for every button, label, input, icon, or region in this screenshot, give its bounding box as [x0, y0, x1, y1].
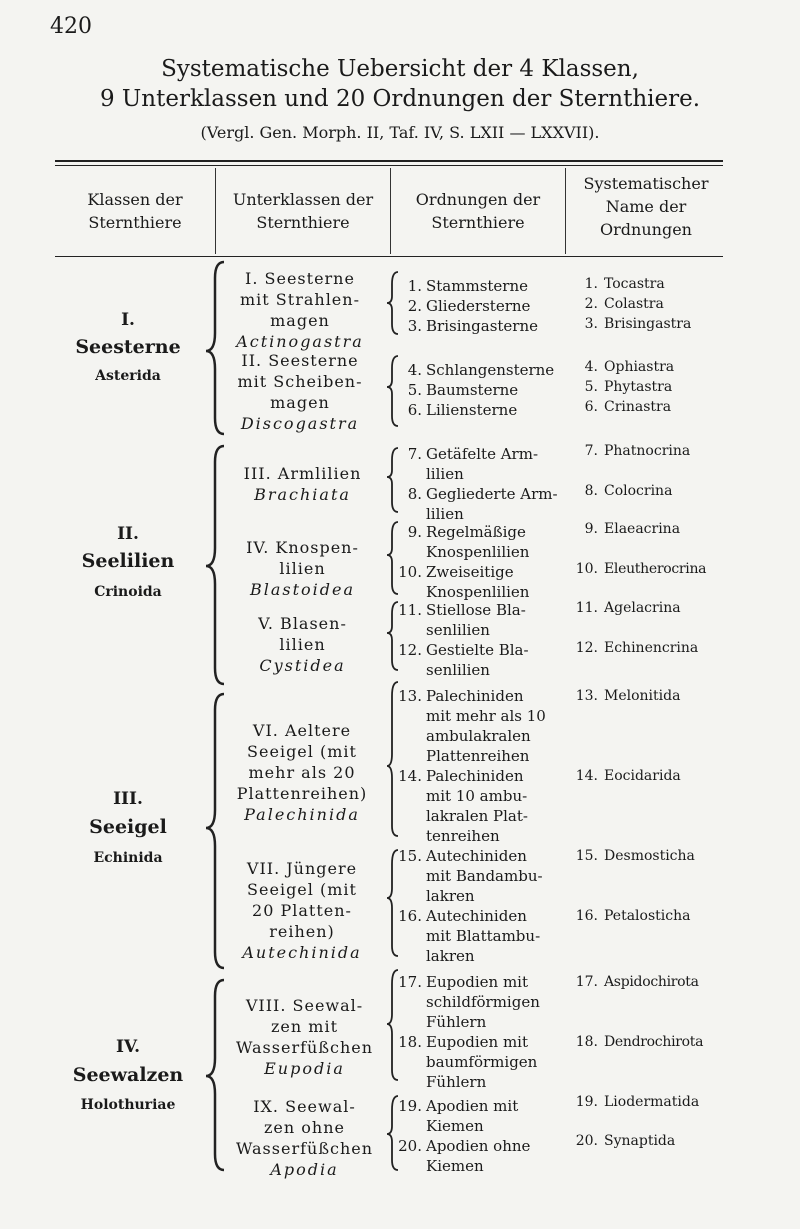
order-name: Palechiniden — [426, 687, 524, 705]
order-number: 8. — [407, 485, 422, 503]
order-group-3 — [396, 444, 558, 524]
systematic-number: 14. — [575, 768, 598, 784]
subclass-latin: Eupodia — [264, 1059, 345, 1078]
header-orders-line2: Sternthiere — [431, 213, 525, 232]
order-item — [396, 562, 529, 582]
order-name-cont: lilien — [426, 465, 464, 483]
order-item — [396, 766, 546, 786]
systematic-item — [570, 766, 681, 786]
order-item — [396, 1136, 530, 1156]
order-name: Palechiniden — [426, 767, 524, 785]
class-number: II. — [117, 524, 139, 544]
systematic-number: 7. — [584, 443, 598, 459]
class-latin: Echinida — [93, 850, 163, 866]
order-name-cont: senlilien — [426, 621, 490, 639]
order-number: 10. — [398, 563, 422, 581]
subclass-latin: Brachiata — [254, 485, 351, 504]
systematic-item — [570, 1131, 675, 1151]
header-subclasses — [216, 188, 390, 234]
order-item — [396, 640, 529, 660]
subclass-line: II. Seesterne — [241, 351, 359, 370]
systematic-name: Ophiastra — [604, 359, 675, 375]
systematic-item — [570, 1032, 703, 1052]
order-name-cont: lakren — [426, 947, 475, 965]
class-name: Seesterne — [75, 336, 181, 358]
order-name: Liliensterne — [426, 401, 518, 419]
order-item — [396, 846, 543, 866]
systematic-item — [570, 686, 680, 706]
order-item — [396, 276, 538, 296]
subclass-5 — [225, 613, 380, 676]
subclass-line: Plattenreihen) — [236, 784, 368, 803]
order-number: 12. — [398, 641, 422, 659]
order-number: 9. — [407, 523, 422, 541]
systematic-number: 12. — [575, 640, 598, 656]
systematic-group-2 — [570, 357, 674, 417]
order-name-cont: Kiemen — [426, 1157, 484, 1175]
subclass-2 — [225, 350, 375, 434]
order-name: Autechiniden — [426, 847, 527, 865]
systematic-number: 9. — [584, 521, 598, 537]
systematic-item — [570, 274, 691, 294]
header-classes-line1: Klassen der — [87, 190, 183, 209]
order-group-1 — [396, 276, 538, 336]
subclass-line: V. Blasen- — [258, 614, 347, 633]
order-item — [396, 1032, 540, 1052]
systematic-item — [570, 314, 691, 334]
order-number: 19. — [398, 1097, 422, 1115]
subclass-line: Wasserfüßchen — [235, 1139, 374, 1158]
systematic-number: 13. — [575, 688, 598, 704]
class-name: Seelilien — [81, 550, 175, 572]
systematic-number: 11. — [575, 600, 598, 616]
subclass-line: VII. Jüngere — [246, 859, 358, 878]
systematic-number: 10. — [575, 561, 598, 577]
order-name: Stiellose Bla- — [426, 601, 526, 619]
systematic-name: Phatnocrina — [604, 443, 691, 459]
subclass-latin: Palechinida — [244, 805, 360, 824]
order-number: 20. — [398, 1137, 422, 1155]
title-line-1: Systematische Uebersicht der 4 Klassen, — [161, 56, 639, 82]
systematic-name: Desmosticha — [604, 848, 695, 864]
order-name-cont: schildförmigen — [426, 993, 540, 1011]
subclass-line: mehr als 20 — [248, 763, 356, 782]
systematic-name: Tocastra — [604, 276, 665, 292]
order-name: Apodien ohne — [426, 1137, 531, 1155]
order-item — [396, 972, 540, 992]
systematic-number: 4. — [584, 359, 598, 375]
subclass-line: magen — [270, 311, 330, 330]
order-name-cont: Knospenlilien — [426, 583, 530, 601]
order-name: Schlangensterne — [426, 361, 555, 379]
order-name: Apodien mit — [426, 1097, 519, 1115]
systematic-item — [570, 638, 698, 658]
order-group-5 — [396, 600, 529, 680]
systematic-name: Colastra — [604, 296, 664, 312]
page-number: 420 — [50, 14, 92, 39]
systematic-number: 8. — [584, 483, 598, 499]
order-name-cont: mit Bandambu- — [426, 867, 543, 885]
order-item — [396, 296, 538, 316]
class-number: III. — [113, 789, 143, 809]
order-item — [396, 316, 538, 336]
header-classes — [55, 188, 215, 234]
systematic-item — [570, 294, 691, 314]
subclass-line: reihen) — [269, 922, 335, 941]
class-latin: Asterida — [95, 368, 161, 384]
header-systematic-line2: Name der — [605, 197, 687, 216]
systematic-number: 18. — [575, 1034, 598, 1050]
header-top-rule — [55, 160, 723, 162]
subclass-line: magen — [270, 393, 330, 412]
order-name: Eupodien mit — [426, 973, 528, 991]
order-name: Getäfelte Arm- — [426, 445, 539, 463]
order-number: 11. — [398, 601, 422, 619]
order-number: 7. — [407, 445, 422, 463]
order-number: 15. — [398, 847, 422, 865]
subclass-latin: Blastoidea — [249, 580, 356, 599]
class-brace-1 — [206, 262, 224, 434]
order-number: 16. — [398, 907, 422, 925]
title-reference: (Vergl. Gen. Morph. II, Taf. IV, S. LXII — LXXVII). — [200, 123, 600, 142]
order-name: Autechiniden — [426, 907, 527, 925]
order-name: Regelmäßige — [426, 523, 526, 541]
subclass-line: IX. Seewal- — [253, 1097, 356, 1116]
order-name: Brisingasterne — [426, 317, 539, 335]
order-name-cont: lilien — [426, 505, 464, 523]
systematic-name: Liodermatida — [604, 1094, 700, 1110]
systematic-number: 17. — [575, 974, 598, 990]
header-classes-line2: Sternthiere — [88, 213, 182, 232]
header-subclasses-line2: Sternthiere — [256, 213, 350, 232]
order-number: 13. — [398, 687, 422, 705]
systematic-name: Brisingastra — [604, 316, 692, 332]
order-name-cont: mit mehr als 10 — [426, 707, 546, 725]
systematic-name: Aspidochirota — [604, 974, 699, 990]
order-item — [396, 522, 529, 542]
header-bottom-rule — [55, 256, 723, 257]
subclass-latin: Autechinida — [242, 943, 362, 962]
order-name: Eupodien mit — [426, 1033, 528, 1051]
header-systematic-line1: Systematischer — [583, 174, 709, 193]
order-number: 4. — [407, 361, 422, 379]
order-name: Gliedersterne — [426, 297, 531, 315]
order-item — [396, 600, 529, 620]
order-number: 17. — [398, 973, 422, 991]
order-name-cont: mit Blattambu- — [426, 927, 541, 945]
systematic-item — [570, 906, 690, 926]
subclass-line: I. Seesterne — [245, 269, 355, 288]
order-item — [396, 484, 558, 504]
order-group-4 — [396, 522, 529, 602]
subclass-3 — [225, 463, 380, 505]
order-name: Zweiseitige — [426, 563, 514, 581]
systematic-item — [570, 377, 674, 397]
order-name-cont: Plattenreihen — [426, 747, 530, 765]
systematic-group-1 — [570, 274, 691, 334]
subclass-latin: Apodia — [270, 1160, 339, 1179]
systematic-name: Dendrochirota — [604, 1034, 704, 1050]
class-latin: Crinoida — [94, 584, 162, 600]
subclass-line: VIII. Seewal- — [245, 996, 364, 1015]
order-name: Gegliederte Arm- — [426, 485, 558, 503]
order-name-cont: tenreihen — [426, 827, 500, 845]
systematic-number: 20. — [575, 1133, 598, 1149]
class-number: I. — [121, 310, 135, 330]
order-name: Baumsterne — [426, 381, 519, 399]
order-name-cont: Kiemen — [426, 1117, 484, 1135]
order-item — [396, 380, 554, 400]
class-name: Seeigel — [89, 816, 167, 838]
header-systematic — [566, 172, 726, 241]
systematic-item — [570, 519, 680, 539]
systematic-number: 15. — [575, 848, 598, 864]
order-item — [396, 686, 546, 706]
order-name-cont: baumförmigen — [426, 1053, 538, 1071]
order-group-8 — [396, 972, 540, 1092]
class-name: Seewalzen — [72, 1064, 184, 1086]
systematic-number: 19. — [575, 1094, 598, 1110]
systematic-number: 5. — [584, 379, 598, 395]
systematic-name: Melonitida — [604, 688, 681, 704]
order-number: 2. — [407, 297, 422, 315]
subclass-line: mit Strahlen- — [240, 290, 360, 309]
order-name-cont: lakralen Plat- — [426, 807, 528, 825]
order-group-9 — [396, 1096, 530, 1176]
order-name-cont: Fühlern — [426, 1013, 487, 1031]
order-group-7 — [396, 846, 543, 966]
subclass-latin: Actinogastra — [236, 332, 364, 351]
order-name-cont: mit 10 ambu- — [426, 787, 528, 805]
systematic-item — [570, 846, 695, 866]
subclass-line: lilien — [279, 559, 326, 578]
subclass-line: mit Scheiben- — [237, 372, 363, 391]
systematic-item — [570, 559, 706, 579]
systematic-item — [570, 598, 681, 618]
subclass-line: III. Armlilien — [243, 464, 362, 483]
subclass-6 — [222, 720, 382, 825]
order-item — [396, 1096, 530, 1116]
class-number: IV. — [115, 1037, 141, 1057]
systematic-name: Crinastra — [604, 399, 672, 415]
order-number: 18. — [398, 1033, 422, 1051]
systematic-number: 16. — [575, 908, 598, 924]
header-subclasses-line1: Unterklassen der — [232, 190, 374, 209]
order-name-cont: ambulakralen — [426, 727, 531, 745]
systematic-name: Eleutherocrina — [604, 561, 707, 577]
class-latin: Holothuriae — [80, 1097, 176, 1113]
subclass-line: VI. Aeltere — [252, 721, 352, 740]
systematic-name: Petalosticha — [604, 908, 691, 924]
subclass-latin: Cystidea — [259, 656, 346, 675]
subclass-7 — [222, 858, 382, 963]
order-item — [396, 444, 558, 464]
order-name: Gestielte Bla- — [426, 641, 529, 659]
systematic-number: 1. — [584, 276, 598, 292]
order-name-cont: lakren — [426, 887, 475, 905]
subclass-line: Seeigel (mit — [247, 742, 357, 761]
order-item — [396, 400, 554, 420]
subclass-line: IV. Knospen- — [246, 538, 359, 557]
systematic-item — [570, 972, 699, 992]
order-group-6 — [396, 686, 546, 846]
subclass-line: Wasserfüßchen — [235, 1038, 374, 1057]
systematic-name: Synaptida — [604, 1133, 676, 1149]
order-number: 6. — [407, 401, 422, 419]
systematic-item — [570, 1092, 699, 1112]
subclass-9 — [222, 1096, 387, 1180]
systematic-name: Eocidarida — [604, 768, 681, 784]
systematic-name: Colocrina — [604, 483, 673, 499]
class-brace-2 — [206, 446, 224, 684]
systematic-name: Phytastra — [604, 379, 673, 395]
order-number: 3. — [407, 317, 422, 335]
order-number: 1. — [407, 277, 422, 295]
title-line-2: 9 Unterklassen und 20 Ordnungen der Sternthiere. — [99, 86, 701, 112]
subclass-4 — [225, 537, 380, 600]
order-number: 5. — [407, 381, 422, 399]
order-number: 14. — [398, 767, 422, 785]
subclass-line: lilien — [279, 635, 326, 654]
order-item — [396, 906, 543, 926]
header-orders — [391, 188, 565, 234]
order-name-cont: Knospenlilien — [426, 543, 530, 561]
systematic-name: Echinencrina — [604, 640, 699, 656]
systematic-item — [570, 397, 674, 417]
subclass-8 — [222, 995, 387, 1079]
subclass-line: 20 Platten- — [252, 901, 352, 920]
header-systematic-line3: Ordnungen — [600, 220, 692, 239]
header-orders-line1: Ordnungen der — [415, 190, 541, 209]
systematic-number: 3. — [584, 316, 598, 332]
systematic-number: 6. — [584, 399, 598, 415]
systematic-name: Agelacrina — [604, 600, 681, 616]
subclass-1 — [225, 268, 375, 352]
order-group-2 — [396, 360, 554, 420]
header-top-rule-2 — [55, 165, 723, 166]
order-item — [396, 360, 554, 380]
order-name: Stammsterne — [426, 277, 529, 295]
systematic-name: Elaeacrina — [604, 521, 681, 537]
subclass-latin: Discogastra — [240, 414, 360, 433]
systematic-item — [570, 441, 690, 461]
systematic-item — [570, 357, 674, 377]
order-name-cont: Fühlern — [426, 1073, 487, 1091]
order-name-cont: senlilien — [426, 661, 490, 679]
systematic-number: 2. — [584, 296, 598, 312]
subclass-line: Seeigel (mit — [247, 880, 357, 899]
subclass-line: zen ohne — [264, 1118, 345, 1137]
subclass-line: zen mit — [270, 1017, 338, 1036]
systematic-item — [570, 481, 672, 501]
